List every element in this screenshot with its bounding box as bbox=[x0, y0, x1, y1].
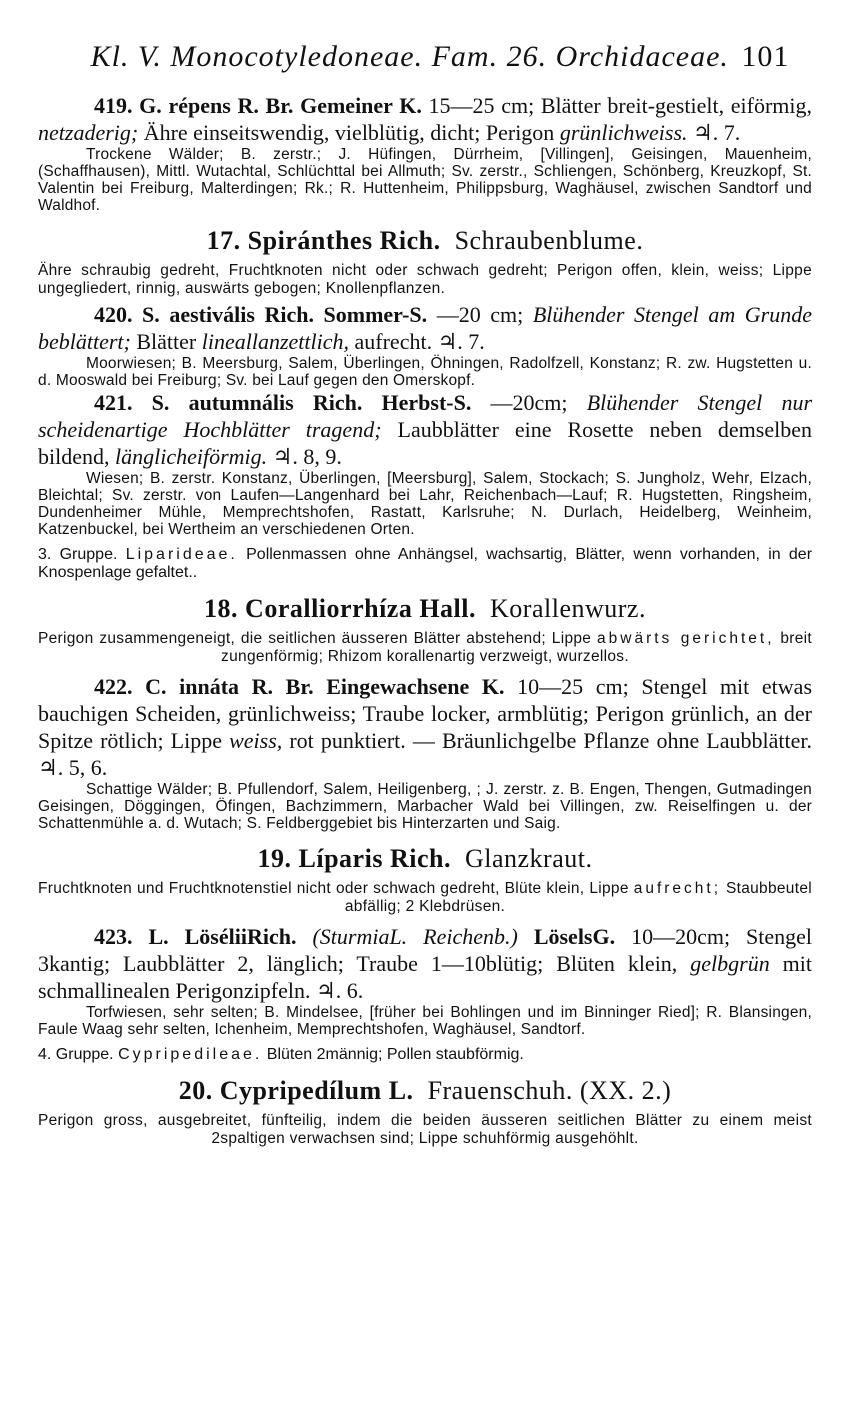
species-text: 15—25 cm; Blätter breit-gestielt, eiförmig, bbox=[428, 93, 812, 118]
locality-423: Torfwiesen, sehr selten; B. Mindelsee, [früher bei Bohlingen und im Binninger Ried]; R. Blansingen, Faule Waag sehr selten, Ichenheim, Memprechtshofen, Waghäusel, Sandtorf. bbox=[38, 1004, 812, 1038]
group-4 bbox=[38, 1046, 812, 1064]
genus-18-heading bbox=[38, 594, 812, 624]
locality-420: Moorwiesen; B. Meersburg, Salem, Überlingen, Öhningen, Radolfzell, Konstanz; R. zw. Hugstetten u. d. Mooswald bei Freiburg; Sv. bei Lauf gegen den Omerskopf. bbox=[38, 355, 812, 389]
species-text: rot punktiert. — Bräunlichgelbe Pflanze ohne Laubblätter. bbox=[289, 728, 812, 753]
genus-desc-text: Staubbeutel abfällig; 2 Klebdrüsen. bbox=[344, 880, 812, 915]
genus-name: Spiránthes Rich. bbox=[247, 226, 441, 255]
species-flowering: ♃. 6. bbox=[315, 978, 364, 1003]
genus-number: 17. bbox=[206, 226, 241, 255]
species-synonym: (SturmiaL. Reichenb.) bbox=[312, 924, 518, 949]
species-heading: 422. C. innáta R. Br. Eingewachsene K. bbox=[94, 674, 505, 699]
genus-18-description bbox=[38, 630, 812, 665]
genus-17-description: Ähre schraubig gedreht, Fruchtknoten nicht oder schwach gedreht; Perigon offen, klein, weiss; Lippe ungegliedert, rinnig, auswärts gebogen; Knollenpflanzen. bbox=[38, 262, 812, 297]
page-number: 101 bbox=[741, 40, 790, 73]
species-heading: 419. G. répens R. Br. Gemeiner K. bbox=[94, 93, 422, 118]
genus-desc-text: Perigon zusammengeneigt, die seitlichen äusseren Blätter abstehend; Lippe bbox=[38, 630, 592, 647]
species-italic: weiss, bbox=[229, 728, 283, 753]
species-italic: netzaderig; bbox=[38, 120, 139, 145]
species-text: —20cm; bbox=[490, 390, 568, 415]
species-text: mit schmallinealen Perigonzipfeln. bbox=[38, 951, 813, 1003]
genus-desc-spaced: abwärts gerichtet, bbox=[597, 630, 775, 647]
species-text: Ähre einseitswendig, vielblütig, dicht; Perigon bbox=[143, 120, 555, 145]
species-text: 10—25 cm; Stengel mit etwas bauchigen Scheiden, grünlichweiss; Traube locker, armblütig; Perigon grünlich, an der Spitze rötlich; Lippe bbox=[38, 674, 812, 753]
genus-name: Líparis Rich. bbox=[298, 844, 451, 873]
species-heading: 421. S. autumnális Rich. Herbst-S. bbox=[94, 390, 472, 415]
species-text: —20 cm; bbox=[436, 302, 524, 327]
species-common-name: LöselsG. bbox=[533, 924, 616, 949]
species-heading: 423. L. LöséliiRich. bbox=[94, 924, 297, 949]
species-italic: gelbgrün bbox=[690, 951, 770, 976]
document-page bbox=[38, 40, 812, 1147]
genus-common-name: Frauenschuh. (XX. 2.) bbox=[427, 1076, 672, 1105]
header-title: Kl. V. Monocotyledoneae. Fam. 26. Orchidaceae. bbox=[90, 40, 729, 73]
genus-20-description: Perigon gross, ausgebreitet, fünfteilig, indem die beiden äusseren seitlichen Blätter zu einem meist 2spaltigen verwachsen sind; Lippe schuhförmig ausgehöhlt. bbox=[38, 1112, 812, 1147]
group-text: Blüten 2männig; Pollen staubförmig. bbox=[266, 1046, 524, 1063]
species-heading: 420. S. aestivális Rich. Sommer-S. bbox=[94, 302, 428, 327]
running-header bbox=[68, 40, 812, 92]
genus-number: 19. bbox=[257, 844, 292, 873]
species-419 bbox=[38, 92, 812, 146]
genus-common-name: Korallenwurz. bbox=[490, 594, 646, 623]
species-420 bbox=[38, 301, 812, 355]
group-label: 4. Gruppe. bbox=[38, 1046, 114, 1063]
species-flowering: ♃. 7. bbox=[437, 329, 485, 354]
genus-desc-text: breit zungenförmig; Rhizom korallenartig verzweigt, wurzellos. bbox=[221, 630, 812, 665]
group-text: Pollenmassen ohne Anhängsel, wachsartig, Blätter, wenn vorhanden, in der Knospenlage gefaltet.. bbox=[38, 546, 813, 581]
genus-desc-text: Fruchtknoten und Fruchtknotenstiel nicht oder schwach gedreht, Blüte klein, Lippe bbox=[38, 880, 629, 897]
genus-common-name: Glanzkraut. bbox=[464, 844, 593, 873]
genus-19-description bbox=[38, 880, 812, 915]
species-text: Blätter bbox=[136, 329, 197, 354]
species-italic: länglicheiförmig. bbox=[115, 444, 268, 469]
genus-desc-spaced: aufrecht; bbox=[633, 880, 722, 897]
genus-number: 18. bbox=[204, 594, 239, 623]
group-name: Cypripedileae. bbox=[118, 1046, 263, 1063]
genus-name: Coralliorrhíza Hall. bbox=[245, 594, 477, 623]
species-italic: Blühender Stengel am Grunde beblättert; bbox=[38, 302, 813, 354]
species-italic: lineallanzettlich, bbox=[201, 329, 350, 354]
species-italic: Blühender Stengel nur scheidenartige Hochblätter tragend; bbox=[38, 390, 813, 442]
species-text: aufrecht. bbox=[354, 329, 433, 354]
genus-common-name: Schraubenblume. bbox=[454, 226, 644, 255]
group-label: 3. Gruppe. bbox=[38, 546, 118, 563]
genus-name: Cypripedílum L. bbox=[219, 1076, 414, 1105]
group-name: Liparideae. bbox=[125, 546, 238, 563]
group-3 bbox=[38, 546, 812, 582]
genus-19-heading bbox=[38, 844, 812, 874]
genus-17-heading bbox=[38, 226, 812, 256]
genus-number: 20. bbox=[178, 1076, 213, 1105]
species-text: Laubblätter eine Rosette neben demselben bildend, bbox=[38, 417, 812, 469]
species-423 bbox=[38, 923, 812, 1004]
species-text: 10—20cm; Stengel 3kantig; Laubblätter 2, länglich; Traube 1—10blütig; Blüten klein, bbox=[38, 924, 813, 976]
locality-419: Trockene Wälder; B. zerstr.; J. Hüfingen, Dürrheim, [Villingen], Geisingen, Mauenheim, (Schaffhausen), Mittl. Wutachtal, Schlüchttal bei Allmuth; Sv. zerstr., Schliengen, Schönberg, Kreuzkopf, St. Valentin bei Freiburg, Malterdingen; Rk.; R. Huttenheim, Philippsburg, Waghäusel, zwischen Sandtorf und Waldhof. bbox=[38, 146, 812, 214]
locality-421: Wiesen; B. zerstr. Konstanz, Überlingen, [Meersburg], Salem, Stockach; S. Jungholz, Wehr, Elzach, Bleichtal; Sv. zerstr. von Laufen—Langenhard bei Lahr, Reichenbach—Lauf; R. Hugstetten, Ringsheim, Dundenheimer Mühle, Memprechtshofen, Rastatt, Karlsruhe; N. Durlach, Heidelberg, Weinheim, Katzenbuckel, bei Wertheim an verschiedenen Orten. bbox=[38, 470, 812, 538]
locality-422: Schattige Wälder; B. Pfullendorf, Salem, Heiligenberg, ; J. zerstr. z. B. Engen, Thengen, Gutmadingen Geisingen, Döggingen, Öfingen, Bachzimmern, Marbacher Wald bei Villingen, zw. Reiselfingen u. der Schattenmühle a. d. Wutach; S. Feldberggebiet bis Hinterzarten und Saig. bbox=[38, 781, 812, 832]
species-422 bbox=[38, 673, 812, 781]
species-italic: grünlichweiss. bbox=[559, 120, 688, 145]
species-flowering: ♃. 8, 9. bbox=[272, 444, 342, 469]
species-flowering: ♃. 5, 6. bbox=[38, 755, 108, 780]
species-421 bbox=[38, 389, 812, 470]
genus-20-heading bbox=[38, 1076, 812, 1106]
species-flowering: ♃. 7. bbox=[693, 120, 741, 145]
